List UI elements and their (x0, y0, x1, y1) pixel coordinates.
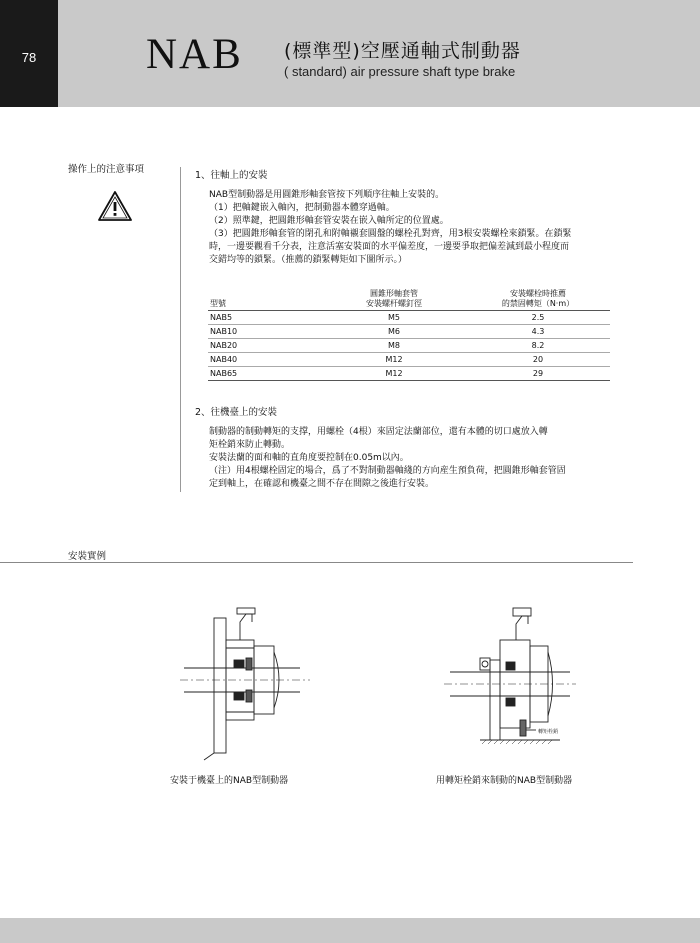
page-number: 78 (21, 50, 37, 65)
examples-section-label: 安裝實例 (68, 551, 107, 562)
cell-torque: 29 (466, 367, 610, 381)
figure-right-drawing (440, 600, 580, 760)
step2-line: 定到軸上，在確認和機臺之間不存在間隙之後進行安裝。 (209, 479, 435, 489)
header-bolt: 圓錐形軸套管 安裝螺杆螺釘徑 (322, 289, 466, 311)
table-row (208, 353, 610, 367)
cell-model: NAB40 (208, 353, 322, 367)
figure-left-caption: 安裝于機臺上的NAB型制動器 (170, 776, 289, 786)
cell-bolt: M8 (322, 339, 466, 353)
section-divider-vertical (180, 167, 181, 492)
step1-line: （1）把軸鍵嵌入軸內，把制動器本體穿過軸。 (209, 203, 395, 213)
table-header-row (208, 289, 610, 311)
table-row (208, 325, 610, 339)
cell-torque: 20 (466, 353, 610, 367)
cell-model: NAB10 (208, 325, 322, 339)
title-english: ( standard) air pressure shaft type brake (284, 64, 516, 79)
step1-heading: 1、往軸上的安裝 (195, 170, 268, 181)
cell-model: NAB20 (208, 339, 322, 353)
step2-line: （注）用4根螺栓固定的場合，爲了不對制動器軸綫的方向産生預負荷，把圓錐形軸套管固 (209, 466, 566, 476)
cell-torque: 2.5 (466, 311, 610, 325)
figure-right-note: 轉矩栓銷 (538, 729, 559, 735)
brand-title: NAB (146, 31, 243, 78)
header-model: 型號 (208, 289, 322, 311)
cell-model: NAB65 (208, 367, 322, 381)
header-torque: 安裝螺栓時推薦 的禁固轉矩（N·m） (466, 289, 610, 311)
step2-line: 制動器的制動轉矩的支撑，用螺栓（4根）來固定法蘭部位，還有本體的切口處放入轉 (209, 427, 548, 437)
step1-line: （2）照準鍵，把圓錐形軸套管安裝在嵌入軸所定的位置處。 (209, 216, 449, 226)
section-divider-horizontal (0, 562, 633, 563)
footer-band (0, 918, 700, 943)
figure-right-caption: 用轉矩栓銷來制動的NAB型制動器 (436, 776, 573, 786)
table-row (208, 367, 610, 381)
step1-line: 交錯均等的鎖緊。（推薦的鎖緊轉矩如下圖所示。） (209, 255, 408, 265)
notes-section-label: 操作上的注意事項 (68, 164, 145, 175)
cell-torque: 4.3 (466, 325, 610, 339)
cell-bolt: M6 (322, 325, 466, 339)
title-chinese: (標準型)空壓通軸式制動器 (284, 40, 521, 62)
cell-bolt: M12 (322, 353, 466, 367)
step2-line: 安裝法蘭的面和軸的直角度要控制在0.05m以內。 (209, 453, 409, 463)
step2-heading: 2、往機臺上的安裝 (195, 407, 278, 418)
step1-line: （3）把圓錐形軸套管的閉孔和附軸襯套圓盤的螺栓孔對齊，用3根安裝螺栓來鎖緊。在鎖緊 (209, 229, 572, 239)
table-row (208, 311, 610, 325)
step2-line: 矩栓銷來防止轉動。 (209, 440, 291, 450)
table-row (208, 339, 610, 353)
cell-torque: 8.2 (466, 339, 610, 353)
step1-line: 時，一邊要觀看千分表，注意活塞安裝面的水平偏差度，一邊要爭取把偏差減到最小程度而 (209, 242, 570, 252)
cell-model: NAB5 (208, 311, 322, 325)
step1-line: NAB型制動器是用圓錐形軸套管按下列順序往軸上安裝的。 (209, 190, 445, 200)
torque-spec-table (208, 289, 610, 381)
warning-triangle-icon (97, 190, 133, 222)
cell-bolt: M5 (322, 311, 466, 325)
cell-bolt: M12 (322, 367, 466, 381)
figure-left-drawing (180, 600, 320, 765)
